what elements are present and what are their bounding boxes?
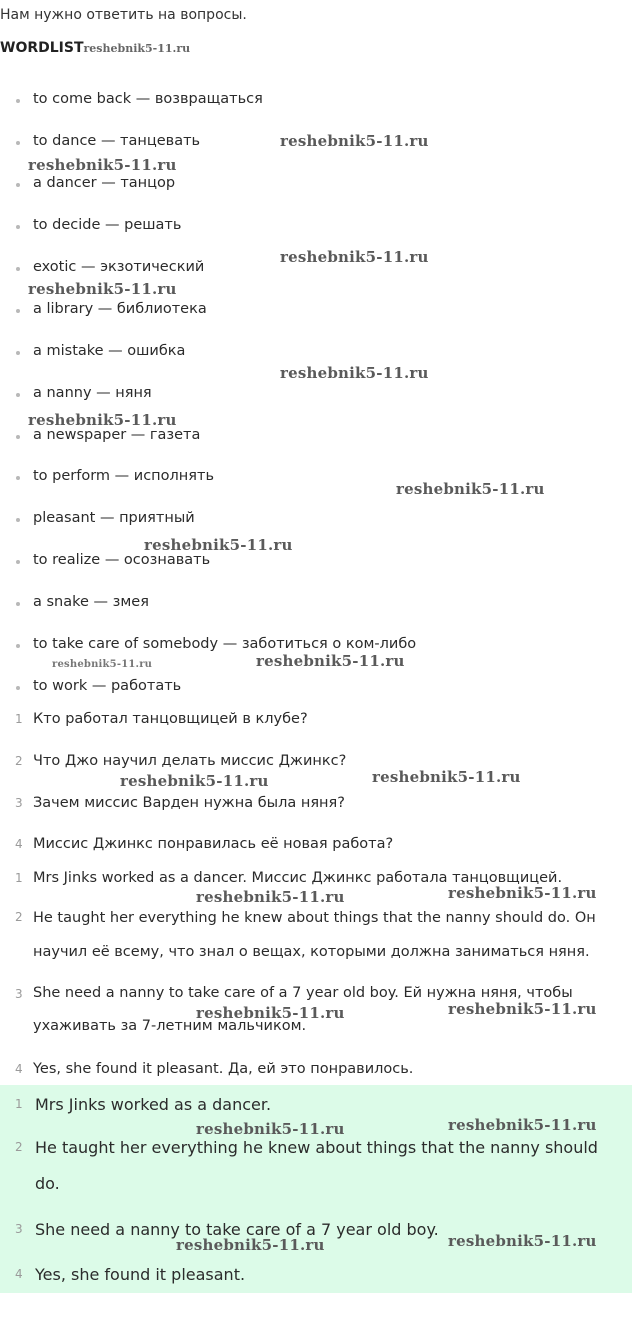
watermark: reshebnik5-11.ru	[196, 888, 345, 906]
wordlist-item-text: to perform — исполнять	[33, 468, 214, 484]
watermark: reshebnik5-11.ru	[448, 1000, 597, 1018]
answer-number: 4	[15, 1267, 23, 1281]
answer-text: She need a nanny to take care of a 7 year old boy. Ей нужна няня, чтобы ухаживать за 7-летним мальчиком.	[33, 985, 573, 1034]
answer-text: He taught her everything he knew about things that the nanny should do. Он научил её всему, что знал о вещах, которыми должна заниматься няня.	[33, 910, 596, 960]
wordlist-item-text: pleasant — приятный	[33, 510, 195, 526]
answer-text: Mrs Jinks worked as a dancer. Миссис Джинкс работала танцовщицей.	[33, 870, 563, 886]
heading-watermark: reshebnik5-11.ru	[83, 42, 191, 55]
answer-number: 4	[15, 1062, 23, 1076]
watermark: reshebnik5-11.ru	[280, 364, 429, 382]
intro-text: Нам нужно ответить на вопросы.	[0, 7, 247, 23]
watermark: reshebnik5-11.ru	[280, 132, 429, 150]
watermark: reshebnik5-11.ru	[176, 1236, 325, 1254]
answer-number: 2	[15, 910, 23, 924]
wordlist-heading	[0, 40, 190, 56]
watermark: reshebnik5-11.ru	[196, 1004, 345, 1022]
wordlist-item-text: exotic — экзотический	[33, 259, 205, 275]
watermark: reshebnik5-11.ru	[448, 1116, 597, 1134]
wordlist-title: WORDLIST	[0, 40, 84, 56]
wordlist-item-text: to take care of somebody — заботиться о ком-либо	[33, 636, 417, 652]
question-text: Миссис Джинкс понравилась её новая работа?	[33, 836, 394, 852]
answer-number: 3	[15, 1222, 23, 1236]
bullet-icon	[16, 99, 20, 103]
question-number: 2	[15, 754, 23, 768]
watermark: reshebnik5-11.ru	[256, 652, 405, 670]
watermark: reshebnik5-11.ru	[448, 884, 597, 902]
watermark: reshebnik5-11.ru	[448, 1232, 597, 1250]
bullet-icon	[16, 435, 20, 439]
watermark: reshebnik5-11.ru	[120, 772, 269, 790]
bullet-icon	[16, 518, 20, 522]
wordlist-item-text: to work — работать	[33, 678, 182, 694]
answer-text: Yes, she found it pleasant.	[35, 1265, 246, 1284]
bullet-icon	[16, 183, 20, 187]
question-text: Зачем миссис Варден нужна была няня?	[33, 795, 345, 811]
question-number: 3	[15, 796, 23, 810]
bullet-icon	[16, 351, 20, 355]
wordlist-item-text: to realize — осознавать	[33, 552, 211, 568]
watermark: reshebnik5-11.ru	[396, 480, 545, 498]
bullet-icon	[16, 476, 20, 480]
question-number: 1	[15, 712, 23, 726]
watermark: reshebnik5-11.ru	[28, 156, 177, 174]
bullet-icon	[16, 686, 20, 690]
wordlist-item-text: a nanny — няня	[33, 385, 152, 401]
answer-text: Mrs Jinks worked as a dancer.	[35, 1095, 272, 1114]
question-number: 4	[15, 837, 23, 851]
wordlist-item-text: to come back — возвращаться	[33, 91, 263, 107]
watermark: reshebnik5-11.ru	[372, 768, 521, 786]
watermark: reshebnik5-11.ru	[144, 536, 293, 554]
wordlist-item-text: a newspaper — газета	[33, 427, 201, 443]
answer-number: 2	[15, 1140, 23, 1154]
answer-number: 1	[15, 871, 23, 885]
answer-number: 3	[15, 987, 23, 1001]
wordlist-item-text: to decide — решать	[33, 217, 182, 233]
bullet-icon	[16, 644, 20, 648]
bullet-icon	[16, 309, 20, 313]
bullet-icon	[16, 560, 20, 564]
watermark: reshebnik5-11.ru	[52, 659, 153, 670]
watermark: reshebnik5-11.ru	[28, 411, 177, 429]
answer-text: He taught her everything he knew about things that the nanny should do.	[35, 1138, 598, 1193]
bullet-icon	[16, 225, 20, 229]
wordlist-item-text: a dancer — танцор	[33, 175, 176, 191]
question-text: Что Джо научил делать миссис Джинкс?	[33, 753, 347, 769]
watermark: reshebnik5-11.ru	[280, 248, 429, 266]
question-text: Кто работал танцовщицей в клубе?	[33, 711, 308, 727]
bullet-icon	[16, 393, 20, 397]
watermark: reshebnik5-11.ru	[28, 280, 177, 298]
bullet-icon	[16, 141, 20, 145]
answer-number: 1	[15, 1097, 23, 1111]
answer-text: Yes, she found it pleasant. Да, ей это понравилось.	[33, 1061, 414, 1077]
bullet-icon	[16, 602, 20, 606]
watermark: reshebnik5-11.ru	[196, 1120, 345, 1138]
wordlist-item-text: a snake — змея	[33, 594, 149, 610]
wordlist-item-text: to dance — танцевать	[33, 133, 201, 149]
bullet-icon	[16, 267, 20, 271]
wordlist-item-text: a library — библиотека	[33, 301, 207, 317]
wordlist-item-text: a mistake — ошибка	[33, 343, 186, 359]
answer-text: She need a nanny to take care of a 7 year old boy.	[35, 1220, 439, 1239]
